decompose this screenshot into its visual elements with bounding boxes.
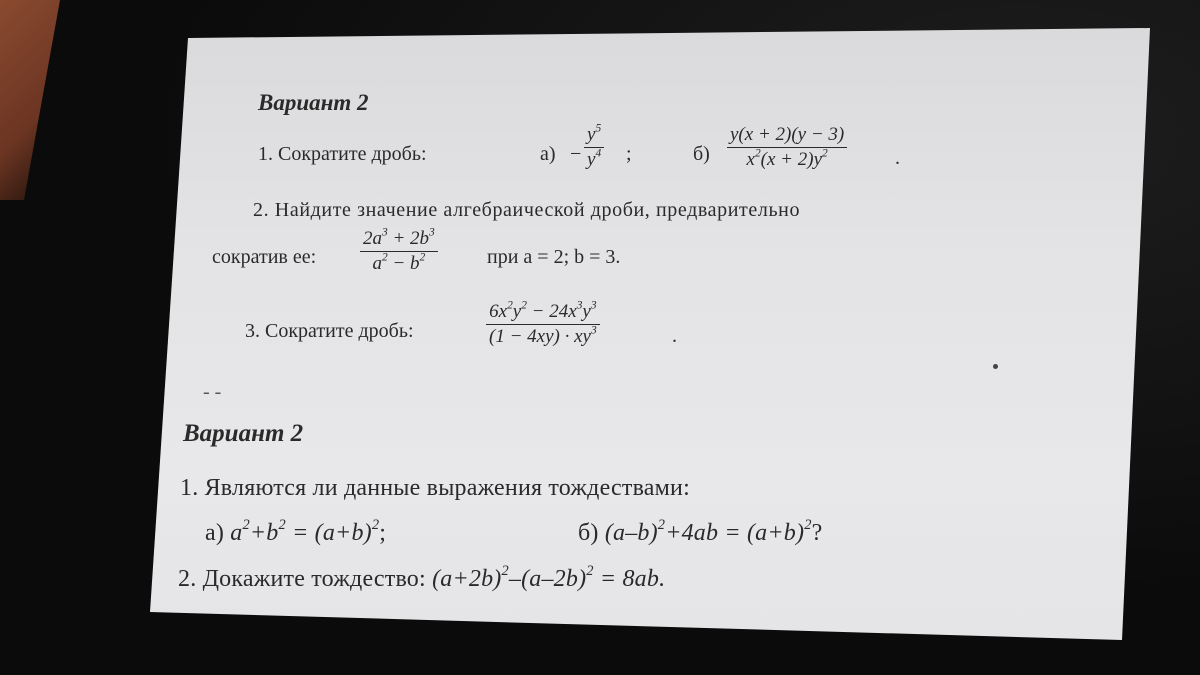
task3-end: . xyxy=(672,325,677,347)
task2-condition: при a = 2; b = 3. xyxy=(487,246,621,268)
bottom-task1-label: 1. Являются ли данные выражения тождествами: xyxy=(180,475,690,501)
task2-line2-label: сократив ее: xyxy=(212,246,317,268)
task2-fraction: $2a^3 + 2b^3$ $a^2 - b^2$ xyxy=(360,228,438,275)
task1a-minus: − xyxy=(570,143,582,165)
task1a-sep: ; xyxy=(626,143,632,165)
separator-dashes: - - xyxy=(203,381,222,403)
paper-speck xyxy=(993,364,998,369)
top-heading: Вариант 2 xyxy=(258,90,369,115)
task3-label: 3. Сократите дробь: xyxy=(245,320,414,342)
task1-label: 1. Сократите дробь: xyxy=(258,143,427,165)
task1a-fraction: $y^5$ $y^4$ xyxy=(584,124,604,171)
bottom-task1b: б) $(a-b)^2+4ab = (a+b)^2$? xyxy=(578,517,823,546)
bottom-task2: 2. Докажите тождество: $(a+2b)^2-(a-2b)^2 = 8ab$. xyxy=(178,563,666,592)
task1b-label: б) xyxy=(693,143,710,165)
bottom-heading: Вариант 2 xyxy=(183,420,304,447)
task1b-fraction: y(x + 2)(y − 3) $x^2(x + 2)y^2$ xyxy=(727,124,847,171)
bottom-task1a: а) $a^2+b^2 = (a+b)^2$; xyxy=(205,517,387,546)
task2-line1: 2. Найдите значение алгебраической дроби, предварительно xyxy=(253,199,801,221)
task3-fraction: $6x^2y^2 - 24x^3y^3$ $(1 - 4xy) \cdot xy^3$ xyxy=(486,301,600,348)
task1b-end: . xyxy=(895,147,900,169)
task1a-label: а) xyxy=(540,143,556,165)
